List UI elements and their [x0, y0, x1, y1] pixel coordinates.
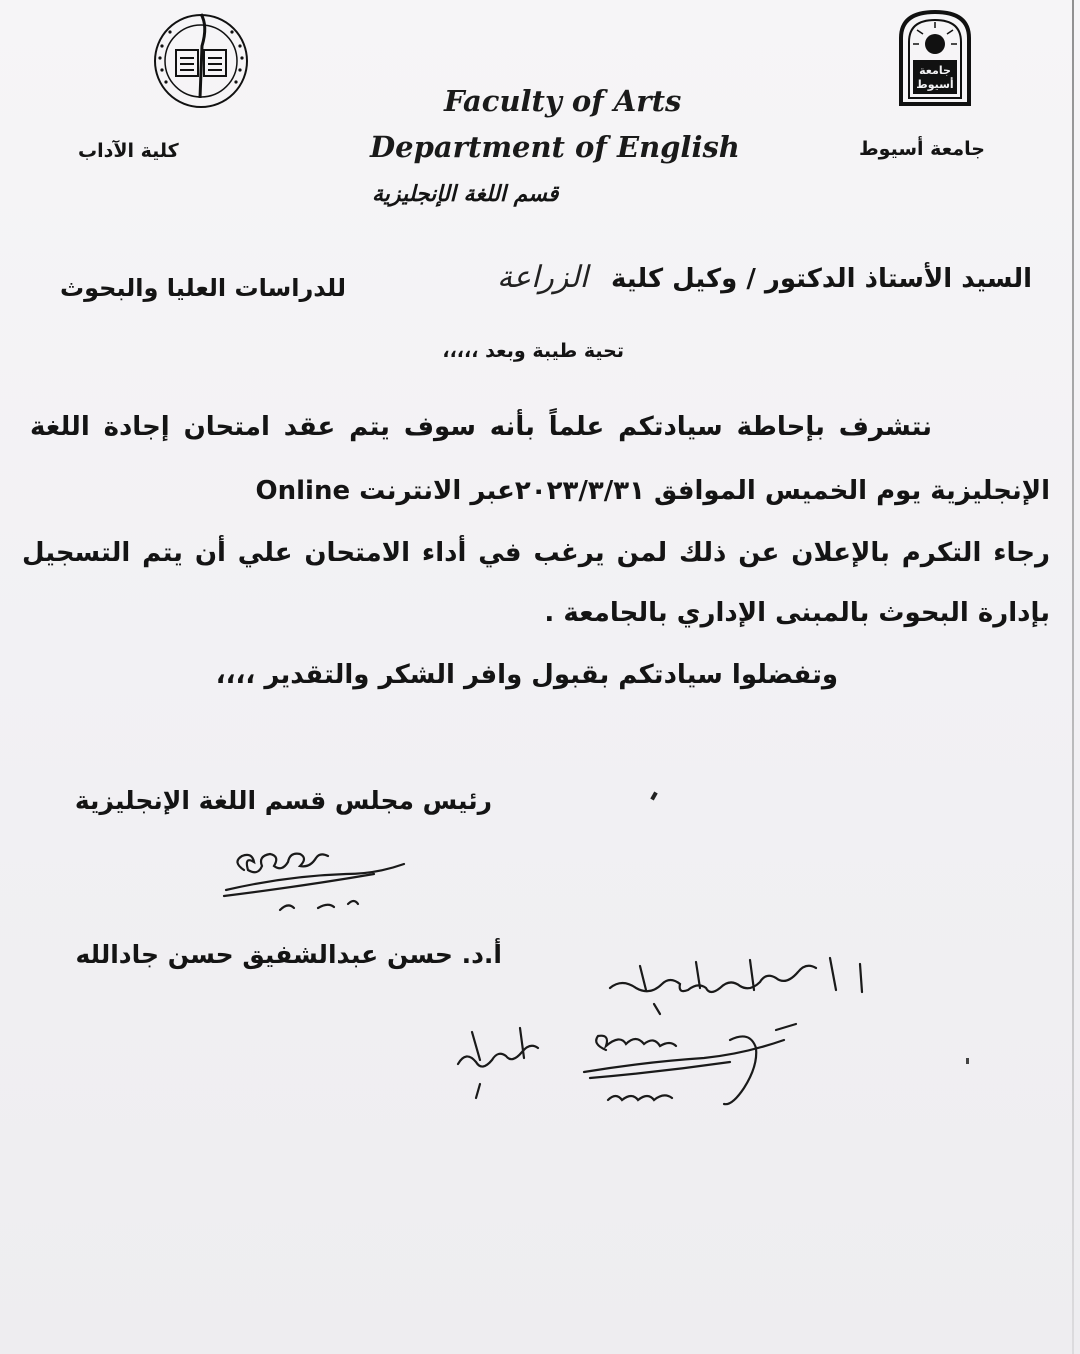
signatory-title: رئيس مجلس قسم اللغة الإنجليزية	[74, 786, 492, 815]
addressee-line	[497, 260, 1032, 295]
body-line-1: نتشرف بإحاطة سيادتكم علماً بأنه سوف يتم عقد امتحان إجادة اللغة	[30, 412, 932, 442]
greeting: تحية طيبة وبعد ،،،،،	[442, 340, 624, 362]
signatory-name: أ.د. حسن عبدالشفيق حسن جادالله	[75, 940, 502, 969]
body-line-3: رجاء التكرم بالإعلان عن ذلك لمن يرغب في أداء الامتحان علي أن يتم التسجيل	[22, 538, 1050, 568]
department-name-english: Department of English	[370, 130, 740, 164]
department-name-arabic: قسم اللغة الإنجليزية	[372, 182, 559, 207]
signature-scribble	[222, 846, 412, 916]
addressee-handwritten: الزراعة	[497, 260, 588, 295]
body-line-2: الإنجليزية يوم الخميس الموافق ٢٠٢٣/٣/٣١عبر الانترنت Online	[255, 476, 1050, 506]
svg-text:أسيوط: أسيوط	[916, 78, 954, 91]
faculty-name-english: Faculty of Arts	[444, 84, 682, 118]
faculty-name-arabic: كلية الآداب	[78, 140, 179, 162]
page-edge	[1072, 0, 1074, 1354]
addressee-tail: للدراسات العليا والبحوث	[60, 274, 346, 302]
handwritten-note-publish	[450, 1022, 550, 1102]
handwritten-note-announce	[600, 952, 890, 1012]
university-logo	[895, 8, 975, 108]
body-line-4: بإدارة البحوث بالمبنى الإداري بالجامعة .	[544, 598, 1050, 628]
svg-text:جامعة: جامعة	[919, 64, 951, 77]
university-name: جامعة أسيوط	[858, 138, 985, 160]
faculty-seal-logo	[150, 6, 252, 116]
closing-line: وتفضلوا سيادتكم بقبول وافر الشكر والتقدير ،،،،	[215, 660, 838, 690]
handwritten-note-scribble	[580, 1020, 810, 1110]
stray-mark	[966, 1058, 969, 1064]
stray-mark	[650, 792, 657, 801]
addressee-main: السيد الأستاذ الدكتور / وكيل كلية	[611, 264, 1032, 294]
